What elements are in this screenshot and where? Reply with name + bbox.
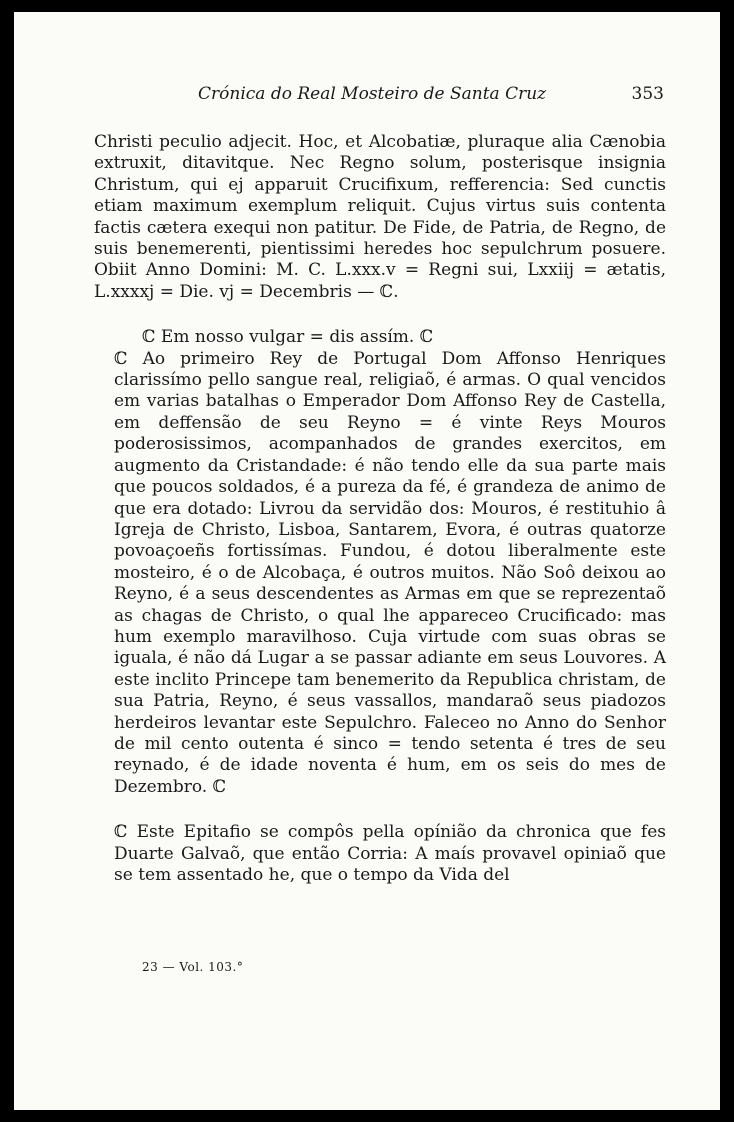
- running-title: Crónica do Real Mosteiro de Santa Cruz: [198, 84, 547, 104]
- printer-signature: 23 — Vol. 103.°: [142, 960, 244, 974]
- book-page: [14, 12, 720, 1110]
- page-header: [94, 84, 664, 108]
- page-number: 353: [631, 84, 664, 104]
- vulgar-heading-paragraph: ℂ Em nosso vulgar = dis assím. ℂ: [142, 327, 434, 348]
- portuguese-epitaph-paragraph: ℂ Ao primeiro Rey de Portugal Dom Affonso Henriques clarissímo pello sangue real, religiaõ, é armas. O qual vencidos em varias batalhas o Emperador Dom Affonso Rey de Castella, em deffensão de seu Reyno = é vinte Reys Mouros poderosissimos, acompanhados de grandes exercitos, em augmento da Cristandade: é não tendo elle da sua parte mais que poucos soldados, é a pureza da fé, é grandeza de animo de que era dotado: Livrou da servidão dos: Mouros, é restituhio â Igreja de Christo, Lisboa, Santarem, Evora, é outras quatorze povoaçoeñs fortissímas. Fundou, é dotou liberalmente este mosteiro, é o de Alcobaça, é outros muitos. Não Soô deixou ao Reyno, é a seus descendentes as Armas em que se reprezentaõ as chagas de Christo, o qual lhe appareceo Crucificado: mas hum exemplo maravilhoso. Cuja virtude com suas obras se iguala, é não dá Lugar a se passar adiante em seus Louvores. A este inclito Princepe tam benemerito da Republica christam, de sua Patria, Reyno, é seus vassallos, mandaraõ seus piadozos herdeiros levantar este Sepulchro. Faleceo no Anno do Senhor de mil cento outenta é sinco = tendo setenta é tres de seu reynado, é de idade noventa é hum, em os seis do mes de Dezembro. ℂ: [114, 348, 666, 797]
- latin-epitaph-paragraph: Christi peculio adjecit. Hoc, et Alcobatiæ, pluraque alia Cænobia extruxit, ditavitque. Nec Regno solum, posterisque insignia Christum, qui ej apparuit Crucifixum, refferencia: Sed cunctis etiam maximum exemplum reliquit. Cujus virtus suis contenta factis cætera exequi non patitur. De Fide, de Patria, de Regno, de suis benemerenti, pientissimi heredes hoc sepulchrum posuere. Obiit Anno Domini: M. C. L.xxx.v = Regni sui, Lxxiij = ætatis, L.xxxxj = Die. vj = Decembris — ℂ.: [94, 132, 666, 302]
- page-body: [94, 132, 666, 886]
- epitaph-note-paragraph: ℂ Este Epitafio se compôs pella opínião da chronica que fes Duarte Galvaõ, que então Corria: A maís provavel opiniaõ que se tem assentado he, que o tempo da Vida del: [114, 822, 666, 885]
